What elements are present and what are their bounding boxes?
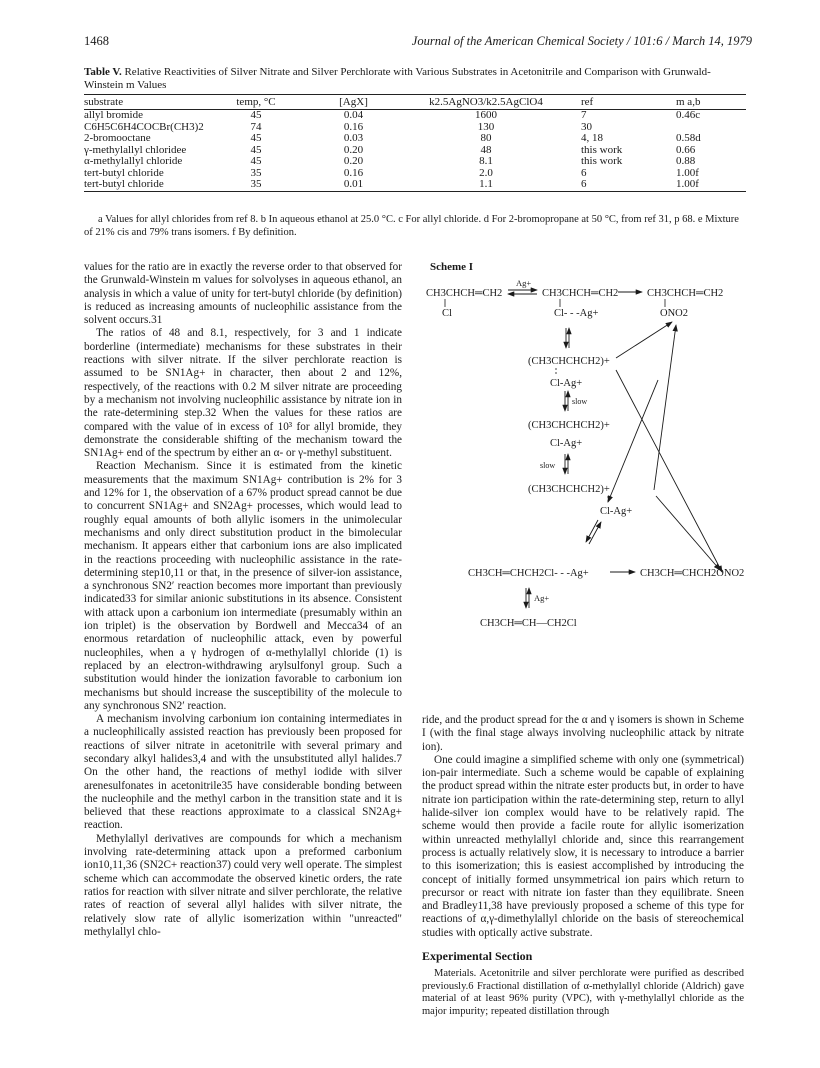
scheme-ion2: (CH3CHCHCH2)+ — [528, 420, 610, 431]
table-row — [84, 133, 746, 145]
cell-substrate: tert-butyl chloride — [84, 166, 164, 179]
table-row — [84, 179, 746, 191]
cell-ref: this work — [581, 143, 623, 156]
cell-temp: 35 — [206, 179, 306, 191]
cell-ratio: 80 — [480, 132, 492, 144]
paragraph: ride, and the product spread for the α and γ isomers is shown in Scheme I (with the final stage always involving nucleophilic attack by nitrate ion). — [422, 714, 744, 753]
scheme-row1-mid-sub: Cl- - -Ag+ — [554, 308, 599, 319]
cell-m: 0.88 — [676, 155, 696, 167]
cell-ref: 6 — [571, 179, 676, 191]
cell-agx: 0.04 — [343, 109, 364, 121]
cell-ratio: 1600 — [475, 109, 497, 121]
paragraph: The ratios of 48 and 8.1, respectively, for 3 and 1 indicate borderline (intermediate) mechanisms for these substrates in their reactions with silver nitrate. If the silver perchlorate reaction is assumed to be SN1Ag+ in character, then about 2 and 12%, respectively, of the reactions with 0.2 M silver nitrate are proceeding by a mechanism not involving nucleophilic assistance by nitrate ion in the rate-determining step.32 When the values for these ratios are compared with the value of in excess of 10³ for allyl bromide, they demonstrate the considerable shifting of the mechanism toward the SN1Ag+ end of the spectrum by either an α- or γ-methyl substituent. — [84, 327, 402, 460]
cell-m: 0.66 — [676, 143, 696, 156]
cell-ratio: 1.1 — [401, 179, 571, 191]
table-caption — [84, 66, 744, 92]
running-head: Journal of the American Chemical Society / 101:6 / March 14, 1979 — [411, 34, 752, 48]
cell-ratio: 130 — [477, 120, 495, 133]
cell-temp: 45 — [250, 143, 262, 156]
slow-equilibrium-icon — [565, 391, 568, 411]
scheme-ion3: (CH3CHCHCH2)+ — [528, 484, 610, 495]
page-number: 1468 — [84, 34, 109, 48]
cell-temp: 45 — [250, 132, 262, 144]
cell-agx: 0.20 — [343, 143, 364, 156]
slow-label: slow — [572, 397, 588, 406]
cell-ratio: 2.0 — [479, 166, 493, 179]
paragraph: values for the ratio are in exactly the reverse order to that observed for the Grunwald-Winstein m values for solvolyses in aqueous ethanol, an analysis in which a value of unity for tert-butyl chloride (by definition) is reduced as increasing amounts of nucleophilic assistance from the solvent occurs.31 — [84, 261, 402, 327]
cell-agx: 0.03 — [343, 132, 364, 144]
scheme-row1-left-sub: Cl — [442, 308, 452, 319]
scheme-row1-right: CH3CHCH═CH2 — [647, 288, 724, 299]
cell-ref: this work — [581, 155, 623, 167]
cell-agx: 0.01 — [306, 179, 401, 191]
slow-equilibrium-icon — [565, 454, 568, 474]
col-header-temp: temp, °C — [206, 95, 306, 110]
scheme-ion1: (CH3CHCHCH2)+ — [528, 356, 610, 367]
equilibrium-down-icon — [566, 328, 569, 348]
col-header-ref: ref — [571, 95, 676, 110]
col-header-agx: [AgX] — [306, 95, 401, 110]
cell-temp: 74 — [250, 120, 262, 133]
cell-ratio: 8.1 — [479, 155, 493, 167]
table-header-row — [84, 95, 746, 110]
ag-plus-label: Ag+ — [516, 278, 532, 288]
cell-substrate: tert-butyl chloride — [84, 179, 206, 191]
scheme-ion3-sub: Cl-Ag+ — [600, 506, 633, 517]
cell-agx: 0.16 — [343, 120, 364, 133]
cell-agx: 0.16 — [343, 166, 364, 179]
cell-temp: 45 — [250, 155, 262, 167]
col-header-substrate: substrate — [84, 95, 206, 110]
paragraph: One could imagine a simplified scheme with only one (symmetrical) ion-pair intermediate. Such a scheme would be capable of explaining the product spread within the nitrate ester products but, in order to have nitrate ion participation within the rate-determining step, return to allyl halide-silver ion complex would have to be relatively rapid. The scheme would then provide a facile route for allylic isomerization within unreacted methylallyl chloride and, since this rearrangement process is actually relatively slow, it is necessary to introduce a barrier to this isomerization; this is easiest accomplished by introducing the concept of initially formed unsymmetrical ion pairs which return to precursor or react with nitrate ion faster than they equilibrate. Sneen and Bradley11,38 have previously proposed a scheme of this type for reactions of α,γ-dimethylallyl chloride on the basis of stereochemical studies with optically active substrate. — [422, 753, 744, 939]
table-row — [84, 156, 746, 168]
scheme-title: Scheme I — [430, 261, 474, 273]
cell-temp: 35 — [250, 166, 262, 179]
paragraph: Reaction Mechanism. Since it is estimated from the kinetic measurements that the maximum SN1Ag+ contribution is 2% for 3 and 12% for 1, the observation of a 67% product spread cannot be due to concurrent SN1Ag+ and SN2Ag+ processes, which would lead to roughly equal amounts of both allylic isomers in the unimolecular mechanisms and only direct substitution product in the bimolecular mechanism. It appears either that carbonium ions are also implicated in the reactions proceeding with nucleophilic assistance in the rate-determining step10,11 or that, in the presence of silver-ion assistance, a synchronous SN2′ reaction becomes more important than previously indicated33 for similar anionic substitutions in its absence. Consistent with attack upon a carbonium ion intermediate (presumably within an ion triplet) is the observation by Bordwell and Mecca34 of an enormous retardation of nucleophilic attack, even by powerful nucleophiles, when a γ hydrogen of α-methylallyl chloride (1) is replaced by an electron-withdrawing arylsulfonyl group. Such a substitution would hinder the ionization favorable to carbonium ion mechanisms but should increase the susceptibility of the molecule to any synchronous SN2′ reaction. — [84, 460, 402, 712]
scheme-row1-left: CH3CHCH═CH2 — [426, 288, 503, 299]
table-body — [84, 110, 746, 192]
cell-m: 0.58d — [676, 132, 701, 144]
scheme-ion1-sub: Cl-Ag+ — [550, 378, 583, 389]
table-footnote: a Values for allyl chlorides from ref 8. b In aqueous ethanol at 25.0 °C. c For allyl chloride. d For 2-bromopropane at 50 °C, from ref 31, p 68. e Mixture of 21% cis and 79% trans isomers. f By definition. — [84, 214, 739, 238]
paragraph: Materials. Acetonitrile and silver perchlorate were purified as described previously.6 Fractional distillation of α-methylallyl chloride (Aldrich) gave material of at least 96% purity (VPC), with γ-methylallyl chloride as the major impurity; repeated distillation through — [422, 968, 744, 1017]
table-row — [84, 168, 746, 180]
right-column — [422, 714, 744, 1018]
cell-agx: 0.20 — [343, 155, 364, 167]
table-label: Table V. — [84, 66, 122, 78]
cell-substrate: α-methylallyl chloride — [84, 155, 183, 167]
ag-plus-label: Ag+ — [534, 593, 550, 603]
scheme-bottom-left: CH3CH═CHCH2Cl- - -Ag+ — [468, 568, 589, 579]
table-row — [84, 110, 746, 122]
col-header-ratio: k2.5AgNO3/k2.5AgClO4 — [401, 95, 571, 110]
table-caption-text: Relative Reactivities of Silver Nitrate and Silver Perchlorate with Various Substrates in Acetonitrile and Comparison with Grunwald-Winstein m Values — [84, 66, 711, 91]
cell-ref: 7 — [581, 109, 587, 121]
cell-substrate: 2-bromooctane — [84, 132, 151, 144]
slow-label: slow — [540, 461, 556, 470]
left-column — [84, 261, 402, 939]
col-header-m: m a,b — [676, 95, 746, 110]
cell-m: 1.00f — [676, 179, 746, 191]
scheme-diagram — [420, 270, 750, 650]
scheme-bottom-lower: CH3CH═CH—CH2Cl — [480, 618, 577, 629]
paragraph: Methylallyl derivatives are compounds for which a mechanism involving rate-determining attack upon a preformed carbonium ion10,11,36 (SN2C+ reaction37) could very well operate. The simplest scheme which can accommodate the observed kinetic orders, the rate ratios for reaction with silver nitrate and silver perchlorate, the relative rates of reaction of several allyl halides with silver nitrate, the relatively slow rate of allylic isomerization within "unreacted" methylallyl chlo- — [84, 832, 402, 938]
cell-m: 1.00f — [676, 166, 699, 179]
cell-ratio: 48 — [480, 143, 492, 156]
equilibrium-arrow-icon — [508, 290, 537, 294]
scheme-ion2-sub: Cl-Ag+ — [550, 438, 583, 449]
scheme-row1-mid: CH3CHCH═CH2 — [542, 288, 619, 299]
table-row — [84, 145, 746, 157]
scheme-bottom-right: CH3CH═CHCH2ONO2 — [640, 568, 745, 579]
cell-ref: 30 — [581, 120, 592, 133]
table-row — [84, 122, 746, 134]
table-v — [84, 94, 746, 192]
cell-temp: 45 — [250, 109, 262, 121]
equilibrium-down-icon — [526, 588, 529, 608]
cell-substrate: γ-methylallyl chloridee — [84, 143, 187, 156]
section-heading: Experimental Section — [422, 949, 533, 964]
cell-ref: 4, 18 — [581, 132, 603, 144]
cell-substrate: C6H5C6H4COCBr(CH3)2 — [84, 120, 204, 133]
cell-m: 0.46c — [676, 109, 701, 121]
cross-arrows-icon — [608, 322, 722, 572]
cell-substrate: allyl bromide — [84, 109, 143, 121]
scheme-row1-right-sub: ONO2 — [660, 308, 688, 319]
equilibrium-diagonal-icon — [586, 520, 601, 544]
cell-ref: 6 — [581, 166, 587, 179]
paragraph: A mechanism involving carbonium ion containing intermediates in a nucleophilically assisted reaction has previously been proposed for reactions of silver nitrate in acetonitrile with several primary and secondary alkyl halides3,4 and with the unsubstituted allyl halides.7 On the other hand, the reactions of methyl iodide with silver arenesulfonates in acetonitrile35 have considerable bonding between the nucleophile and the methyl carbon in the transition state and it is believed that these reactions approximate to a classical SN2Ag+ reaction. — [84, 713, 402, 832]
